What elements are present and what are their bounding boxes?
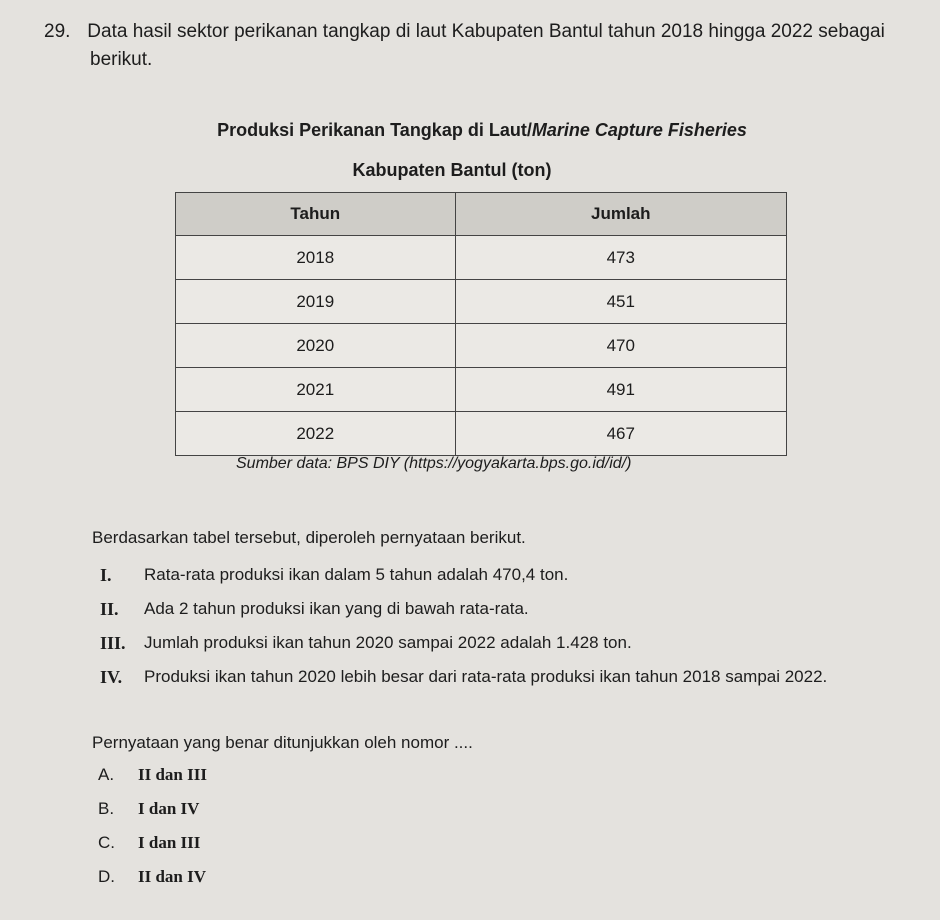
cell-amount: 473 [455, 236, 786, 280]
question-text-line2: berikut. [90, 48, 153, 70]
production-table [175, 192, 787, 456]
question-prompt: Pernyataan yang benar ditunjukkan oleh nomor .... [92, 733, 473, 752]
table-row [176, 236, 787, 280]
data-source: Sumber data: BPS DIY (https://yogyakarta.bps.go.id/id/) [236, 455, 632, 472]
table-title-main: Produksi Perikanan Tangkap di Laut/ [217, 120, 532, 140]
answer-options [98, 758, 207, 894]
cell-amount: 491 [455, 368, 786, 412]
cell-amount: 467 [455, 412, 786, 456]
statement-text: Ada 2 tahun produksi ikan yang di bawah rata-rata. [144, 599, 529, 618]
statement-number: I. [100, 564, 112, 585]
question-text-line1: Data hasil sektor perikanan tangkap di laut Kabupaten Bantul tahun 2018 hingga 2022 sebagai [87, 21, 885, 42]
table-title-english: Marine Capture Fisheries [531, 120, 747, 140]
option-d[interactable] [98, 860, 207, 894]
statement-item [100, 626, 920, 660]
question-number: 29. [44, 21, 71, 42]
statement-list [100, 558, 920, 694]
header-year: Tahun [176, 193, 456, 236]
statement-number: IV. [100, 666, 123, 687]
cell-amount: 470 [455, 324, 786, 368]
table-row [176, 412, 787, 456]
cell-year: 2018 [176, 236, 456, 280]
table-row [176, 368, 787, 412]
statement-number: II. [100, 598, 119, 619]
option-letter: D. [98, 867, 115, 886]
statement-number: III. [100, 632, 126, 653]
option-c[interactable] [98, 826, 207, 860]
option-letter: C. [98, 833, 115, 852]
option-text: II dan III [138, 765, 207, 784]
statements-intro: Berdasarkan tabel tersebut, diperoleh pernyataan berikut. [92, 528, 526, 547]
option-letter: A. [98, 765, 115, 784]
statement-item [100, 660, 920, 694]
option-letter: B. [98, 799, 115, 818]
statement-text: Produksi ikan tahun 2020 lebih besar dari rata-rata produksi ikan tahun 2018 sampai 2022. [144, 667, 828, 686]
table-title [172, 118, 792, 183]
cell-year: 2019 [176, 280, 456, 324]
option-text: II dan IV [138, 867, 207, 886]
header-amount: Jumlah [455, 193, 786, 236]
table-row [176, 280, 787, 324]
cell-year: 2020 [176, 324, 456, 368]
option-a[interactable] [98, 758, 207, 792]
cell-year: 2022 [176, 412, 456, 456]
table-subtitle: Kabupaten Bantul (ton) [352, 160, 552, 181]
statement-item [100, 592, 920, 626]
option-b[interactable] [98, 792, 207, 826]
option-text: I dan III [138, 833, 201, 852]
cell-year: 2021 [176, 368, 456, 412]
statement-item [100, 558, 920, 592]
cell-amount: 451 [455, 280, 786, 324]
statement-text: Rata-rata produksi ikan dalam 5 tahun adalah 470,4 ton. [144, 565, 569, 584]
statement-text: Jumlah produksi ikan tahun 2020 sampai 2022 adalah 1.428 ton. [144, 633, 632, 652]
table-header-row [176, 193, 787, 236]
question-header [44, 18, 924, 73]
table-row [176, 324, 787, 368]
option-text: I dan IV [138, 799, 200, 818]
